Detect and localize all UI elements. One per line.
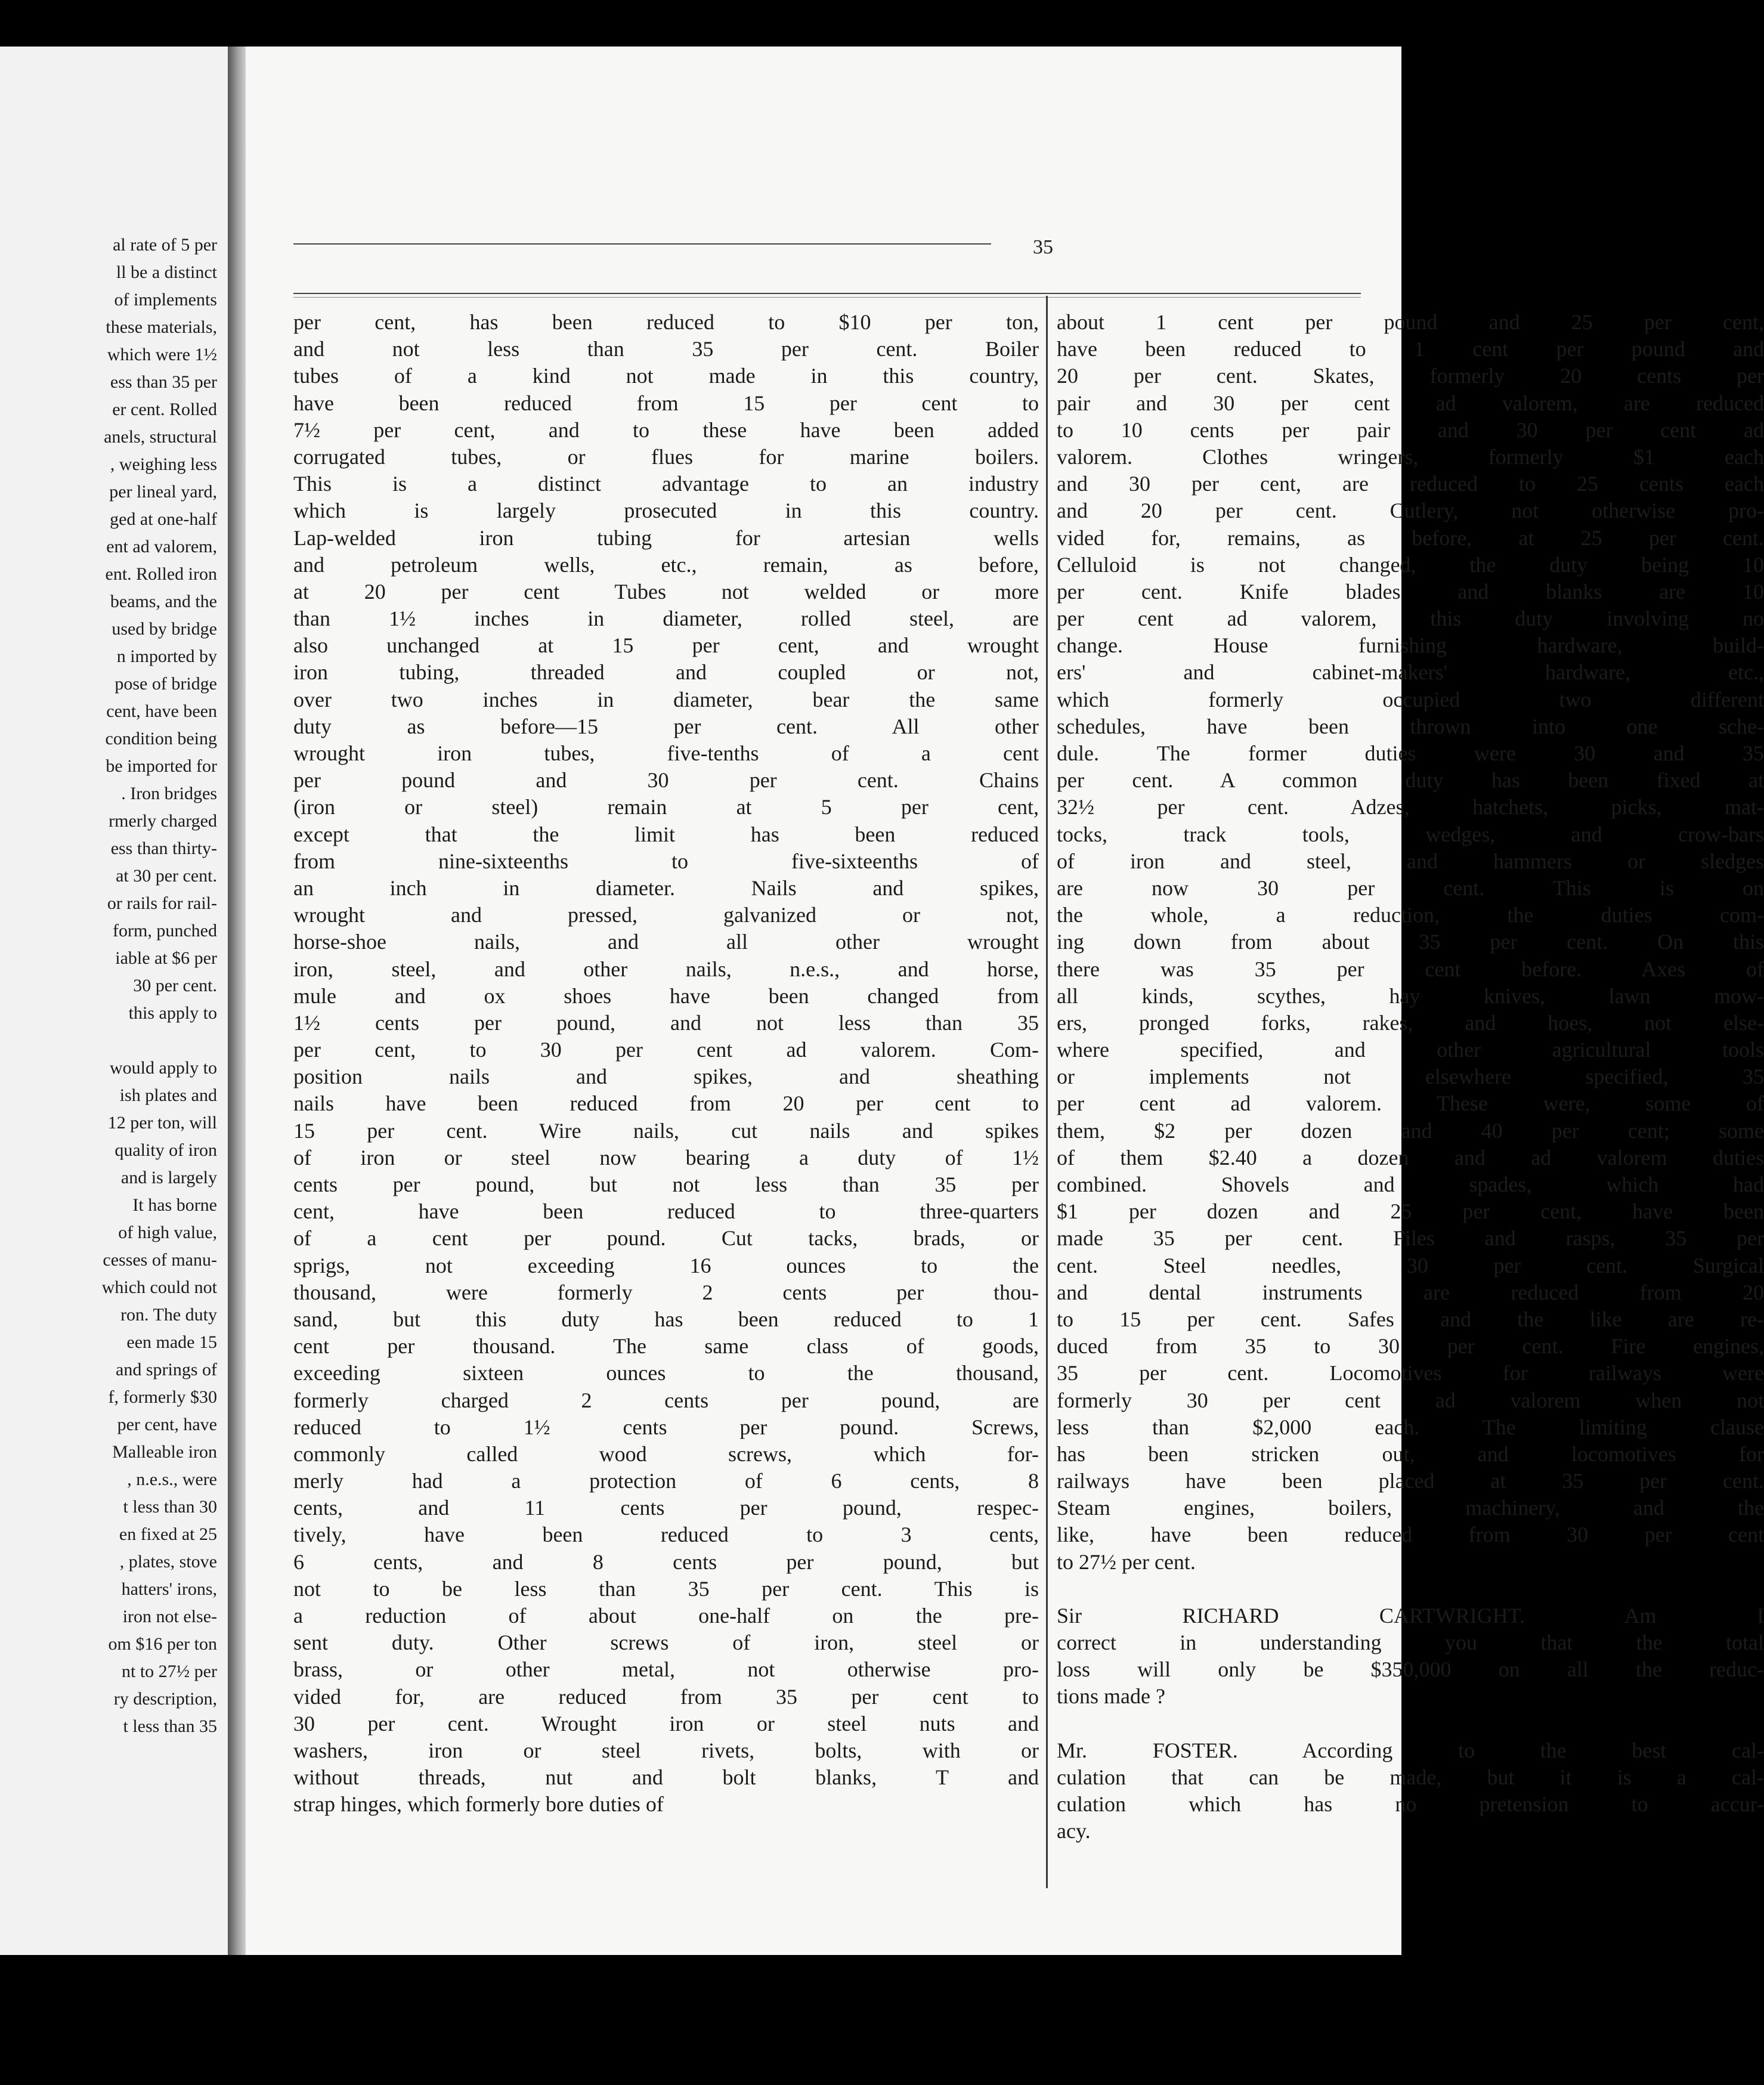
left-fragment-line: , plates, stove (119, 1552, 217, 1572)
text-line: Mr. FOSTER. According to the best cal- (1057, 1738, 1764, 1762)
text-line: cents per pound, but not less than 35 per (293, 1173, 1039, 1196)
left-fragment-line: cesses of manu- (103, 1250, 217, 1270)
text-line: all kinds, scythes, hay knives, lawn mow- (1057, 983, 1764, 1008)
left-fragment-line: , weighing less (110, 454, 217, 474)
left-fragment-line: would apply to (110, 1058, 217, 1078)
text-line: a reduction of about one-half on the pre- (293, 1604, 1039, 1628)
text-line: have been reduced to 1 cent per pound and (1057, 337, 1764, 361)
text-line: like, have been reduced from 30 per cent (1057, 1523, 1764, 1547)
text-line: tions made ? (1057, 1684, 1165, 1709)
text-line: and dental instruments are reduced from 20 (1057, 1280, 1764, 1304)
text-line: schedules, have been thrown into one sche- (1057, 714, 1764, 738)
text-line: merly had a protection of 6 cents, 8 (293, 1469, 1039, 1493)
left-fragment-line: . Iron bridges (121, 784, 217, 803)
text-line: to 15 per cent. Safes and the like are re- (1057, 1307, 1764, 1331)
text-line: mule and ox shoes have been changed from (293, 983, 1039, 1008)
text-line: and 30 per cent, are reduced to 25 cents each (1057, 472, 1764, 496)
text-line: also unchanged at 15 per cent, and wrought (293, 633, 1039, 658)
left-fragment-line: ged at one-half (110, 509, 217, 529)
text-line: the whole, a reduction, the duties com- (1057, 903, 1764, 927)
left-fragment-line: er cent. Rolled (112, 400, 217, 419)
left-fragment-line: en fixed at 25 (119, 1524, 217, 1544)
text-line: at 20 per cent Tubes not welded or more (293, 579, 1039, 604)
text-line: of a cent per pound. Cut tacks, brads, or (293, 1226, 1039, 1251)
left-fragment-line: t less than 35 (123, 1716, 217, 1736)
column-left (293, 309, 1039, 1818)
left-fragment-line: and springs of (116, 1360, 217, 1379)
text-line: tubes of a kind not made in this country, (293, 364, 1039, 388)
text-line: per cent, has been reduced to $10 per ton, (293, 310, 1039, 334)
text-line: which formerly occupied two different (1057, 687, 1764, 712)
left-fragment-line: een made 15 (126, 1332, 217, 1352)
text-line: culation that can be made, but it is a cal- (1057, 1765, 1764, 1789)
left-fragment-line: iron not else- (122, 1607, 217, 1626)
header-rule-top (293, 243, 991, 245)
text-line: $1 per dozen and 25 per cent, have been (1057, 1199, 1764, 1224)
text-line: to 10 cents per pair and 30 per cent ad (1057, 417, 1764, 442)
paragraph-gap (1057, 1710, 1764, 1737)
left-fragment-line: al rate of 5 per (113, 235, 217, 255)
left-fragment-line: used by bridge (112, 619, 217, 639)
text-line: cent per thousand. The same class of goods, (293, 1334, 1039, 1359)
left-fragment-line: t less than 30 (123, 1497, 217, 1517)
text-line: tively, have been reduced to 3 cents, (293, 1523, 1039, 1547)
left-fragment-line: ent. Rolled iron (105, 564, 217, 584)
left-fragment-line: , n.e.s., were (127, 1470, 217, 1489)
text-line: change. House furnishing hardware, build- (1057, 633, 1764, 658)
text-line: loss will only be $350,000 on all the reduc- (1057, 1657, 1764, 1682)
left-fragment-line: ess than 35 per (110, 372, 217, 392)
text-line: per pound and 30 per cent. Chains (293, 768, 1039, 793)
text-line: not to be less than 35 per cent. This is (293, 1576, 1039, 1601)
text-line: 6 cents, and 8 cents per pound, but (293, 1549, 1039, 1574)
text-line: vided for, are reduced from 35 per cent to (293, 1684, 1039, 1709)
text-line: about 1 cent per pound and 25 per cent, (1057, 310, 1764, 334)
left-fragment-line: this apply to (128, 1003, 217, 1023)
text-line: exceeding sixteen ounces to the thousand, (293, 1361, 1039, 1385)
text-line: formerly charged 2 cents per pound, are (293, 1388, 1039, 1412)
text-line: 20 per cent. Skates, formerly 20 cents per (1057, 364, 1764, 388)
text-line: per cent ad valorem. These were, some of (1057, 1091, 1764, 1116)
text-line: thousand, were formerly 2 cents per thou- (293, 1280, 1039, 1304)
text-line: Celluloid is not changed, the duty being 10 (1057, 552, 1764, 577)
text-line: duty as before—15 per cent. All other (293, 714, 1039, 738)
text-line: Lap-welded iron tubing for artesian wells (293, 525, 1039, 550)
text-line: This is a distinct advantage to an industry (293, 472, 1039, 496)
text-line: 32½ per cent. Adzes, hatchets, picks, mat- (1057, 795, 1764, 819)
text-line: 7½ per cent, and to these have been added (293, 417, 1039, 442)
text-line: washers, iron or steel rivets, bolts, with or (293, 1738, 1039, 1762)
text-line: acy. (1057, 1819, 1091, 1843)
text-line: corrugated tubes, or flues for marine boilers. (293, 444, 1039, 469)
left-fragment-line: these materials, (106, 317, 217, 337)
text-line: sprigs, not exceeding 16 ounces to the (293, 1253, 1039, 1277)
text-line: wrought iron tubes, five-tenths of a cent (293, 741, 1039, 765)
text-line: strap hinges, which formerly bore duties of (293, 1792, 664, 1817)
text-line: of iron or steel now bearing a duty of 1½ (293, 1145, 1039, 1170)
text-line: (iron or steel) remain at 5 per cent, (293, 795, 1039, 819)
left-fragment-line: anels, structural (104, 427, 217, 447)
text-line: 15 per cent. Wire nails, cut nails and spikes (293, 1118, 1039, 1143)
text-line: tocks, track tools, wedges, and crow-bars (1057, 822, 1764, 846)
book-spine (228, 47, 246, 1955)
text-line: made 35 per cent. Files and rasps, 35 per (1057, 1226, 1764, 1251)
text-line: pair and 30 per cent ad valorem, are reduced (1057, 391, 1764, 415)
text-line: nails have been reduced from 20 per cent to (293, 1091, 1039, 1116)
text-line: them, $2 per dozen and 40 per cent; some (1057, 1118, 1764, 1143)
text-line: Steam engines, boilers, machinery, and the (1057, 1496, 1764, 1520)
page-number: 35 (1033, 236, 1053, 258)
text-line: wrought and pressed, galvanized or not, (293, 903, 1039, 927)
text-line: per cent, to 30 per cent ad valorem. Com- (293, 1038, 1039, 1062)
left-fragment-line: f, formerly $30 (108, 1387, 217, 1407)
text-line: and not less than 35 per cent. Boiler (293, 337, 1039, 361)
left-fragment-line: rmerly charged (109, 811, 217, 831)
left-fragment-line: 30 per cent. (133, 976, 217, 995)
left-fragment-line: ess than thirty- (110, 839, 217, 858)
text-line: are now 30 per cent. This is on (1057, 876, 1764, 900)
text-line: where specified, and other agricultural tools (1057, 1038, 1764, 1062)
text-line: there was 35 per cent before. Axes of (1057, 957, 1764, 981)
text-line: formerly 30 per cent ad valorem when not (1057, 1388, 1764, 1412)
text-line: per cent ad valorem, this duty involving no (1057, 607, 1764, 631)
text-line: position nails and spikes, and sheathing (293, 1065, 1039, 1089)
left-fragment-line: om $16 per ton (108, 1634, 217, 1654)
left-fragment-line: ron. The duty (120, 1305, 217, 1325)
left-fragment-line: 12 per ton, will (107, 1113, 217, 1133)
left-fragment-line: which could not (101, 1277, 217, 1297)
left-fragment-line: be imported for (106, 756, 217, 776)
left-fragment-line: ll be a distinct (116, 262, 217, 282)
text-line: cent, have been reduced to three-quarters (293, 1199, 1039, 1224)
text-line: over two inches in diameter, bear the same (293, 687, 1039, 712)
text-line: have been reduced from 15 per cent to (293, 391, 1039, 415)
paragraph-gap (1057, 1576, 1764, 1603)
text-line: correct in understanding you that the total (1057, 1631, 1764, 1654)
text-line: ers' and cabinet-makers' hardware, etc., (1057, 660, 1764, 685)
left-fragment-line: ish plates and (119, 1085, 217, 1105)
left-fragment-line: which were 1½ (107, 345, 217, 364)
text-line: duced from 35 to 30 per cent. Fire engines, (1057, 1334, 1764, 1359)
left-fragment-line: hatters' irons, (121, 1579, 217, 1599)
header-rule-lower (293, 297, 1361, 298)
text-line: cents, and 11 cents per pound, respec- (293, 1496, 1039, 1520)
text-line: which is largely prosecuted in this country. (293, 499, 1039, 523)
text-line: without threads, nut and bolt blanks, T and (293, 1765, 1039, 1790)
text-line: an inch in diameter. Nails and spikes, (293, 876, 1039, 900)
left-fragment-line: iable at $6 per (115, 948, 217, 968)
text-line: per cent. Knife blades and blanks are 10 (1057, 579, 1764, 604)
text-line: sent duty. Other screws of iron, steel or (293, 1631, 1039, 1655)
text-line: cent. Steel needles, 30 per cent. Surgical (1057, 1253, 1764, 1277)
text-line: less than $2,000 each. The limiting clause (1057, 1415, 1764, 1439)
left-fragment-line: per cent, have (117, 1415, 217, 1434)
left-fragment-line: form, punched (113, 921, 217, 941)
text-line: horse-shoe nails, and all other wrought (293, 930, 1039, 954)
right-page (246, 47, 1764, 1955)
text-line: iron, steel, and other nails, n.e.s., and horse, (293, 957, 1039, 981)
text-line: 35 per cent. Locomotives for railways were (1057, 1361, 1764, 1385)
left-fragment-line: cent, have been (106, 701, 217, 721)
text-line: of them $2.40 a dozen and ad valorem duties (1057, 1145, 1764, 1170)
text-line: ing down from about 35 per cent. On this (1057, 930, 1764, 954)
left-fragment-line: n imported by (116, 646, 217, 666)
text-line: or implements not elsewhere specified, 35 (1057, 1065, 1764, 1089)
text-line: culation which has no pretension to accur- (1057, 1792, 1764, 1816)
left-page-fragment (0, 47, 228, 1955)
text-line: of iron and steel, and hammers or sledges (1057, 849, 1764, 873)
text-line: 1½ cents per pound, and not less than 35 (293, 1010, 1039, 1035)
left-fragment-line: ent ad valorem, (106, 537, 217, 556)
text-line: commonly called wood screws, which for- (293, 1441, 1039, 1466)
text-line: valorem. Clothes wringers, formerly $1 each (1057, 444, 1764, 469)
left-fragment-line: beams, and the (110, 592, 217, 611)
header-rule (293, 293, 1361, 294)
left-fragment-line: Malleable iron (112, 1442, 217, 1462)
text-line: and petroleum wells, etc., remain, as before, (293, 552, 1039, 577)
text-line: ers, pronged forks, rakes, and hoes, not else- (1057, 1010, 1764, 1035)
left-fragment-line: or rails for rail- (107, 893, 217, 913)
text-line: dule. The former duties were 30 and 35 (1057, 741, 1764, 765)
left-fragment-line: per lineal yard, (109, 482, 217, 502)
left-fragment-line: condition being (105, 729, 217, 748)
left-fragment-line: ry description, (113, 1689, 217, 1709)
left-fragment-line: and is largely (120, 1168, 217, 1187)
text-line: has been stricken out, and locomotives for (1057, 1441, 1764, 1466)
text-line: 30 per cent. Wrought iron or steel nuts and (293, 1711, 1039, 1736)
left-fragment-line: of high value, (118, 1223, 217, 1242)
column-right (1057, 309, 1764, 1845)
text-line: and 20 per cent. Cutlery, not otherwise pro- (1057, 499, 1764, 523)
text-line: than 1½ inches in diameter, rolled steel, are (293, 607, 1039, 631)
left-fragment-line: of implements (114, 290, 217, 310)
column-divider (1046, 296, 1048, 1888)
text-line: per cent. A common duty has been fixed at (1057, 768, 1764, 793)
text-line: iron tubing, threaded and coupled or not, (293, 660, 1039, 685)
text-line: combined. Shovels and spades, which had (1057, 1173, 1764, 1196)
text-line: except that the limit has been reduced (293, 822, 1039, 846)
text-line: brass, or other metal, not otherwise pro- (293, 1657, 1039, 1682)
text-line: Sir RICHARD CARTWRIGHT. Am I (1057, 1603, 1764, 1628)
left-fragment-line: pose of bridge (114, 674, 217, 694)
text-line: from nine-sixteenths to five-sixteenths of (293, 849, 1039, 873)
left-fragment-line: It has borne (132, 1195, 217, 1215)
left-fragment-line: nt to 27½ per (122, 1662, 217, 1681)
text-line: reduced to 1½ cents per pound. Screws, (293, 1415, 1039, 1439)
text-line: sand, but this duty has been reduced to 1 (293, 1307, 1039, 1331)
left-fragment-line: at 30 per cent. (116, 866, 217, 886)
text-line: railways have been placed at 35 per cent. (1057, 1469, 1764, 1493)
left-fragment-line: quality of iron (114, 1140, 217, 1160)
text-line: to 27½ per cent. (1057, 1549, 1196, 1574)
text-line: vided for, remains, as before, at 25 per cent. (1057, 525, 1764, 550)
